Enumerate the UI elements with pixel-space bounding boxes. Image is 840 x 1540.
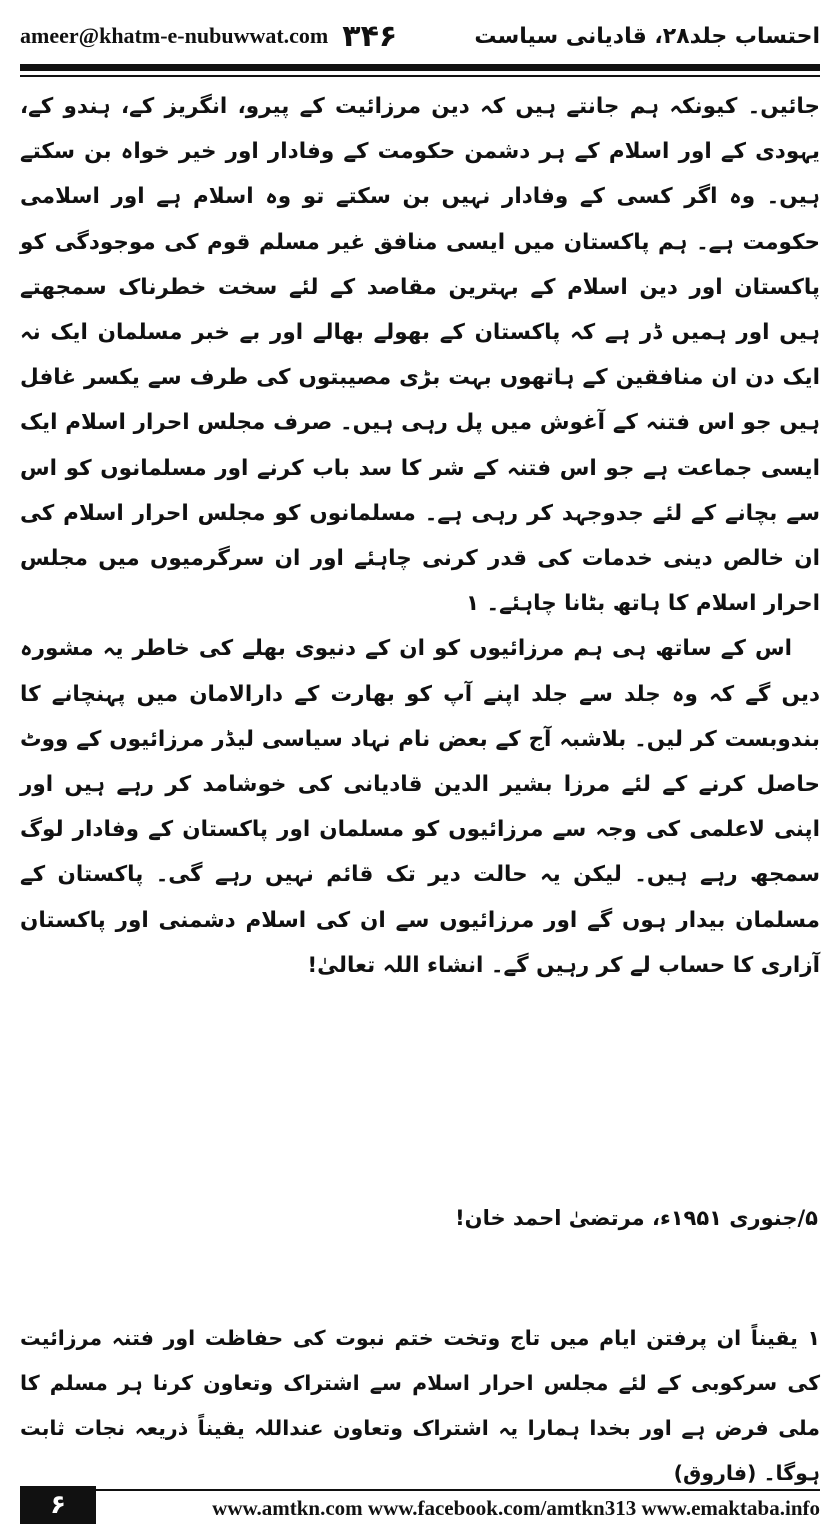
paragraph-1: جائیں۔ کیونکہ ہم جانتے ہیں کہ دین مرزائیت کے پیرو، انگریز کے، ہندو کے، یہودی کے اور اسلام کے ہر دشمن حکومت کے وفادار اور خیر خواہ بن سکتے ہیں۔ وہ اگر کسی کے وفادار نہیں بن سکتے تو وہ اسلام ہے اور اسلامی حکومت ہے۔ ہم پاکستان میں ایسی منافق غیر مسلم قوم کی موجودگی کو پاکستان اور دین اسلام کے بہترین مقاصد کے لئے سخت خطرناک سمجھتے ہیں اور ہمیں ڈر ہے کہ پاکستان کے بھولے بھالے اور بے خبر مسلمان ایک نہ ایک دن ان منافقین کے ہاتھوں بہت بڑی مصیبتوں کی طرف سے یکسر غافل ہیں جو اس فتنہ کے آغوش میں پل رہی ہیں۔ صرف مجلس احرار اسلام ایک ایسی جماعت ہے جو اس فتنہ کے شر کا سد باب کرنے اور مسلمانوں کو اس سے بچانے کے لئے جدوجہد کر رہی ہے۔ مسلمانوں کو مجلس احرار اسلام کی ان خالص دینی خدمات کی قدر کرنی چاہئے اور ان سرگرمیوں میں مجلس احرار اسلام کا ہاتھ بٹانا چاہئے۔ ۱ [20, 94, 820, 617]
paragraph-2: اس کے ساتھ ہی ہم مرزائیوں کو ان کے دنیوی بھلے کی خاطر یہ مشورہ دیں گے کہ وہ جلد سے جلد اپنے آپ کو بھارت کے دارالامان میں پہنچانے کا بندوبست کر لیں۔ بلاشبہ آج کے بعض نام نہاد سیاسی لیڈر مرزائیوں کے ووٹ حاصل کرنے کے لئے مرزا بشیر الدین قادیانی کی خوشامد کر رہے ہیں اور اپنی لاعلمی کی وجہ سے مرزائیوں کو مسلمان اور پاکستان کے وفادار لوگ سمجھ رہے ہیں۔ لیکن یہ حالت دیر تک قائم نہیں رہے گی۔ پاکستان کے مسلمان بیدار ہوں گے اور مرزائیوں سے ان کی اسلام دشمنی اور پاکستان آزاری کا حساب لے کر رہیں گے۔ انشاء اللہ تعالیٰ! [20, 636, 820, 978]
header-left [20, 19, 397, 54]
footer-page-number: ۶ [20, 1486, 96, 1524]
header-book-title: احتساب جلد۲۸، قادیانی سیاست [474, 23, 820, 49]
footer-links: www.amtkn.com www.facebook.com/amtkn313 www.emaktaba.info [212, 1496, 820, 1520]
main-text [20, 84, 820, 988]
header-rule-thin [20, 75, 820, 77]
page-header [20, 14, 820, 58]
signature: ۵/جنوری ۱۹۵۱ء، مرتضیٰ احمد خان! [455, 1206, 818, 1230]
header-rule-thick [20, 64, 820, 71]
header-email: ameer@khatm-e-nubuwwat.com [20, 23, 329, 48]
footer-rule [20, 1489, 820, 1491]
page-footer [20, 1486, 820, 1526]
footnote: ۱ یقیناً ان پرفتن ایام میں تاج وتخت ختم نبوت کی حفاظت اور فتنہ مرزائیت کی سرکوبی کے لئے مجلس احرار اسلام سے اشتراک وتعاون کرنا ہر مسلم کا ملی فرض ہے اور بخدا ہمارا یہ اشتراک وتعاون عنداللہ یقیناً ذریعہ نجات ثابت ہوگا۔ (فاروق) [20, 1326, 820, 1485]
header-page-number: ۳۴۶ [342, 18, 398, 54]
